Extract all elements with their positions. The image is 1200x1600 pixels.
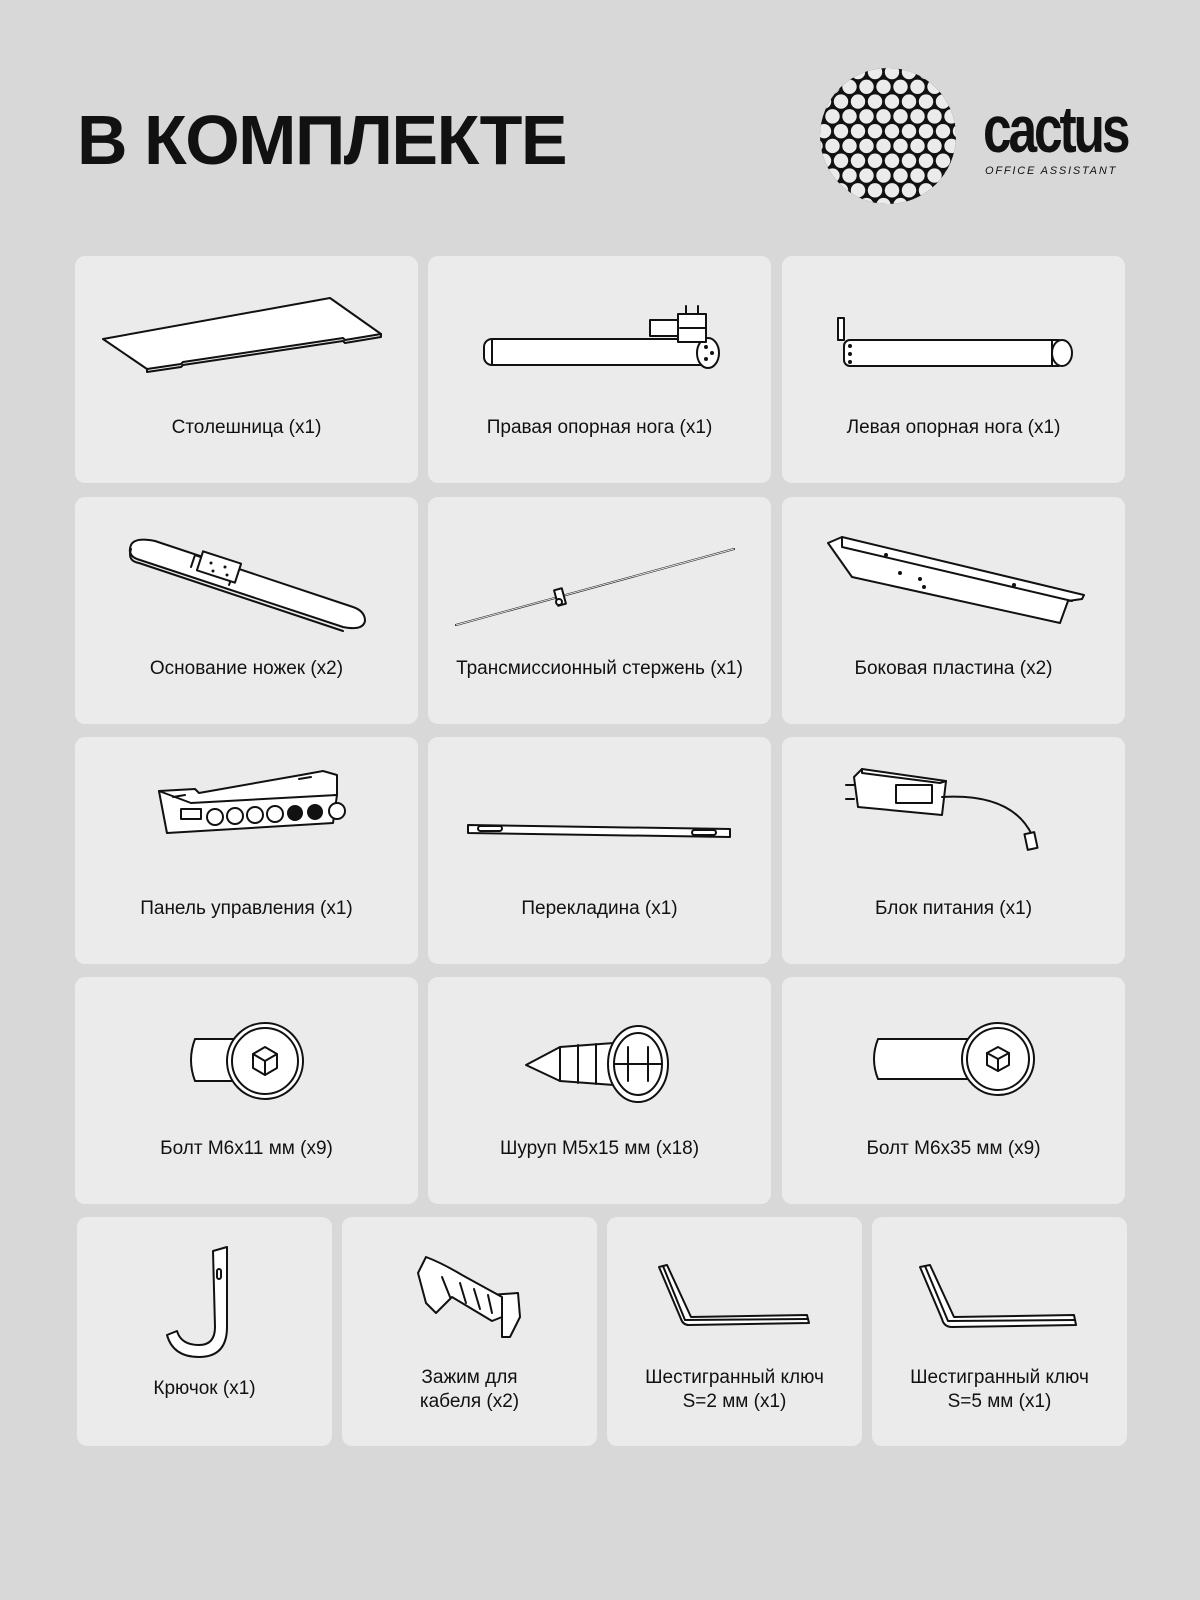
item-card-transmission-rod [428, 497, 771, 724]
bolt-long-icon [782, 977, 1125, 1137]
item-label-hex-key-5-1: Шестигранный ключ [910, 1367, 1089, 1388]
item-card-crossbar [428, 737, 771, 964]
item-card-side-plate [782, 497, 1125, 724]
item-label-bolt-m6x35: Болт М6х35 мм (x9) [866, 1138, 1041, 1159]
item-card-left-leg [782, 256, 1125, 483]
item-label-left-leg: Левая опорная нога (x1) [846, 417, 1061, 438]
hex-key-icon [872, 1217, 1127, 1377]
item-card-control-panel [75, 737, 418, 964]
transmission-rod-icon [428, 497, 771, 657]
side-plate-icon [782, 497, 1125, 657]
item-label-feet-base: Основание ножек (x2) [149, 658, 344, 679]
item-card-tabletop [75, 256, 418, 483]
item-card-hex-key-5 [872, 1217, 1127, 1446]
control-panel-icon [75, 737, 418, 897]
left-leg-icon [782, 256, 1125, 416]
item-card-bolt-m6x11 [75, 977, 418, 1204]
page-title: В КОМПЛЕКТЕ [77, 101, 567, 179]
hook-icon [77, 1217, 332, 1377]
item-label-crossbar: Перекладина (x1) [521, 898, 678, 919]
item-label-cable-clip-2: кабеля (x2) [419, 1391, 520, 1412]
item-card-bolt-m6x35 [782, 977, 1125, 1204]
item-card-screw-m5x15 [428, 977, 771, 1204]
right-leg-icon [428, 256, 771, 416]
item-label-hex-key-5-2: S=5 мм (x1) [947, 1391, 1052, 1412]
item-label-control-panel: Панель управления (x1) [140, 898, 353, 919]
item-label-bolt-m6x11: Болт М6х11 мм (x9) [160, 1138, 333, 1159]
item-card-hook [77, 1217, 332, 1446]
item-card-right-leg [428, 256, 771, 483]
item-label-power-supply: Блок питания (x1) [874, 898, 1033, 919]
bolt-short-icon [75, 977, 418, 1137]
item-card-power-supply [782, 737, 1125, 964]
crossbar-icon [428, 737, 771, 897]
item-label-right-leg: Правая опорная нога (x1) [486, 417, 713, 438]
cable-clip-icon [342, 1217, 597, 1377]
item-card-feet-base [75, 497, 418, 724]
item-label-hex-key-2-2: S=2 мм (x1) [682, 1391, 787, 1412]
brand-name: cactus [983, 92, 1128, 166]
feet-base-icon [75, 497, 418, 657]
item-card-hex-key-2 [607, 1217, 862, 1446]
item-label-hook: Крючок (x1) [153, 1378, 256, 1399]
item-label-screw-m5x15: Шуруп М5х15 мм (x18) [499, 1138, 700, 1159]
item-label-side-plate: Боковая пластина (x2) [854, 658, 1053, 679]
item-label-transmission-rod: Трансмиссионный стержень (x1) [456, 658, 743, 679]
brand-logo [820, 66, 1130, 206]
brand-dots-icon [820, 66, 960, 206]
hex-key-icon [607, 1217, 862, 1377]
screw-icon [428, 977, 771, 1137]
item-label-tabletop: Столешница (x1) [171, 417, 322, 438]
brand-tagline: OFFICE ASSISTANT [985, 165, 1118, 177]
item-label-cable-clip-1: Зажим для [421, 1367, 518, 1388]
item-card-cable-clip [342, 1217, 597, 1446]
power-supply-icon [782, 737, 1125, 897]
tabletop-icon [75, 256, 418, 416]
item-label-hex-key-2-1: Шестигранный ключ [645, 1367, 824, 1388]
